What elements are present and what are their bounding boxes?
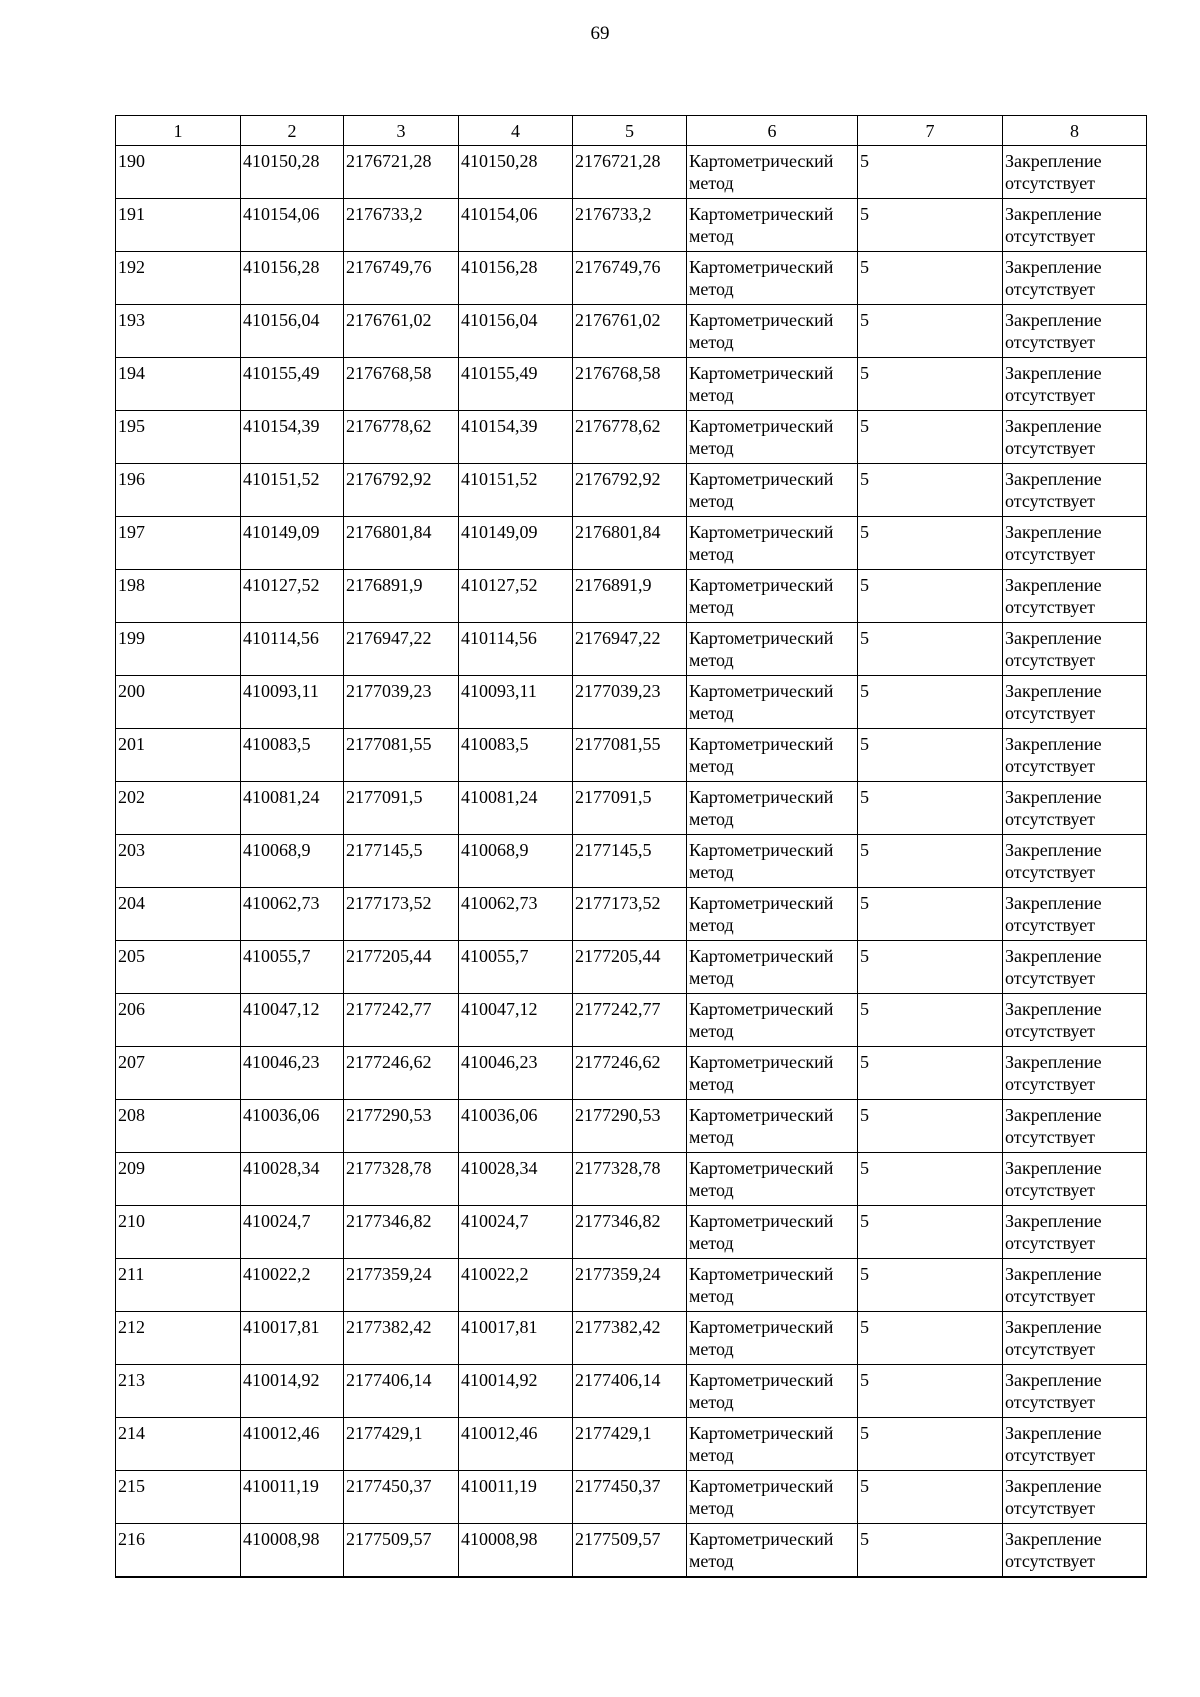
y-old-cell: 2176801,84	[344, 517, 459, 570]
accuracy-cell: 5	[858, 1471, 1003, 1524]
y-old-cell: 2176768,58	[344, 358, 459, 411]
method-cell: Картометрический метод	[687, 305, 858, 358]
table-row	[116, 1312, 1147, 1365]
accuracy-cell: 5	[858, 464, 1003, 517]
y-old-cell: 2176792,92	[344, 464, 459, 517]
accuracy-cell: 5	[858, 941, 1003, 994]
x-old-cell: 410062,73	[241, 888, 344, 941]
x-new-cell: 410046,23	[459, 1047, 573, 1100]
table-row	[116, 1365, 1147, 1418]
y-old-cell: 2177091,5	[344, 782, 459, 835]
y-old-cell: 2177346,82	[344, 1206, 459, 1259]
table-row	[116, 1100, 1147, 1153]
table-row	[116, 623, 1147, 676]
accuracy-cell: 5	[858, 199, 1003, 252]
x-old-cell: 410156,28	[241, 252, 344, 305]
table-row	[116, 1471, 1147, 1524]
x-old-cell: 410022,2	[241, 1259, 344, 1312]
y-old-cell: 2177173,52	[344, 888, 459, 941]
x-new-cell: 410156,04	[459, 305, 573, 358]
y-new-cell: 2176778,62	[573, 411, 687, 464]
method-cell: Картометрический метод	[687, 199, 858, 252]
header-row	[116, 116, 1147, 146]
x-old-cell: 410093,11	[241, 676, 344, 729]
header-cell: 3	[344, 116, 459, 146]
table-row	[116, 835, 1147, 888]
description-cell: Закрепление отсутствует	[1003, 146, 1147, 199]
description-cell: Закрепление отсутствует	[1003, 199, 1147, 252]
description-cell: Закрепление отсутствует	[1003, 994, 1147, 1047]
y-new-cell: 2177429,1	[573, 1418, 687, 1471]
y-new-cell: 2176761,02	[573, 305, 687, 358]
y-old-cell: 2177382,42	[344, 1312, 459, 1365]
x-new-cell: 410028,34	[459, 1153, 573, 1206]
method-cell: Картометрический метод	[687, 1153, 858, 1206]
description-cell: Закрепление отсутствует	[1003, 1418, 1147, 1471]
method-cell: Картометрический метод	[687, 782, 858, 835]
description-cell: Закрепление отсутствует	[1003, 1153, 1147, 1206]
y-old-cell: 2177145,5	[344, 835, 459, 888]
x-old-cell: 410047,12	[241, 994, 344, 1047]
point-number-cell: 205	[116, 941, 241, 994]
description-cell: Закрепление отсутствует	[1003, 1312, 1147, 1365]
point-number-cell: 213	[116, 1365, 241, 1418]
y-new-cell: 2177039,23	[573, 676, 687, 729]
accuracy-cell: 5	[858, 252, 1003, 305]
y-new-cell: 2176947,22	[573, 623, 687, 676]
method-cell: Картометрический метод	[687, 358, 858, 411]
x-old-cell: 410083,5	[241, 729, 344, 782]
description-cell: Закрепление отсутствует	[1003, 676, 1147, 729]
description-cell: Закрепление отсутствует	[1003, 305, 1147, 358]
accuracy-cell: 5	[858, 676, 1003, 729]
point-number-cell: 214	[116, 1418, 241, 1471]
description-cell: Закрепление отсутствует	[1003, 1206, 1147, 1259]
x-new-cell: 410014,92	[459, 1365, 573, 1418]
method-cell: Картометрический метод	[687, 517, 858, 570]
y-new-cell: 2177242,77	[573, 994, 687, 1047]
x-old-cell: 410149,09	[241, 517, 344, 570]
method-cell: Картометрический метод	[687, 835, 858, 888]
description-cell: Закрепление отсутствует	[1003, 1365, 1147, 1418]
y-new-cell: 2176721,28	[573, 146, 687, 199]
table-row	[116, 252, 1147, 305]
x-old-cell: 410114,56	[241, 623, 344, 676]
table-body	[116, 146, 1147, 1577]
accuracy-cell: 5	[858, 1047, 1003, 1100]
accuracy-cell: 5	[858, 570, 1003, 623]
description-cell: Закрепление отсутствует	[1003, 782, 1147, 835]
y-old-cell: 2177205,44	[344, 941, 459, 994]
description-cell: Закрепление отсутствует	[1003, 358, 1147, 411]
accuracy-cell: 5	[858, 1100, 1003, 1153]
method-cell: Картометрический метод	[687, 941, 858, 994]
x-old-cell: 410008,98	[241, 1524, 344, 1577]
x-new-cell: 410012,46	[459, 1418, 573, 1471]
y-new-cell: 2177081,55	[573, 729, 687, 782]
description-cell: Закрепление отсутствует	[1003, 729, 1147, 782]
y-new-cell: 2177091,5	[573, 782, 687, 835]
x-new-cell: 410022,2	[459, 1259, 573, 1312]
x-old-cell: 410154,39	[241, 411, 344, 464]
table-row	[116, 358, 1147, 411]
description-cell: Закрепление отсутствует	[1003, 411, 1147, 464]
x-old-cell: 410055,7	[241, 941, 344, 994]
point-number-cell: 194	[116, 358, 241, 411]
description-cell: Закрепление отсутствует	[1003, 1047, 1147, 1100]
point-number-cell: 201	[116, 729, 241, 782]
description-cell: Закрепление отсутствует	[1003, 570, 1147, 623]
accuracy-cell: 5	[858, 1206, 1003, 1259]
point-number-cell: 197	[116, 517, 241, 570]
y-new-cell: 2176768,58	[573, 358, 687, 411]
page-number: 69	[590, 23, 610, 44]
method-cell: Картометрический метод	[687, 464, 858, 517]
method-cell: Картометрический метод	[687, 1047, 858, 1100]
accuracy-cell: 5	[858, 1418, 1003, 1471]
method-cell: Картометрический метод	[687, 570, 858, 623]
method-cell: Картометрический метод	[687, 1418, 858, 1471]
x-old-cell: 410151,52	[241, 464, 344, 517]
y-old-cell: 2177328,78	[344, 1153, 459, 1206]
y-new-cell: 2176749,76	[573, 252, 687, 305]
y-new-cell: 2177509,57	[573, 1524, 687, 1577]
header-cell: 4	[459, 116, 573, 146]
x-new-cell: 410114,56	[459, 623, 573, 676]
point-number-cell: 192	[116, 252, 241, 305]
accuracy-cell: 5	[858, 623, 1003, 676]
x-old-cell: 410014,92	[241, 1365, 344, 1418]
accuracy-cell: 5	[858, 305, 1003, 358]
description-cell: Закрепление отсутствует	[1003, 888, 1147, 941]
table-row	[116, 570, 1147, 623]
accuracy-cell: 5	[858, 994, 1003, 1047]
accuracy-cell: 5	[858, 1312, 1003, 1365]
method-cell: Картометрический метод	[687, 146, 858, 199]
point-number-cell: 190	[116, 146, 241, 199]
description-cell: Закрепление отсутствует	[1003, 464, 1147, 517]
y-new-cell: 2177246,62	[573, 1047, 687, 1100]
point-number-cell: 199	[116, 623, 241, 676]
table-row	[116, 1153, 1147, 1206]
y-old-cell: 2176778,62	[344, 411, 459, 464]
y-old-cell: 2177039,23	[344, 676, 459, 729]
point-number-cell: 215	[116, 1471, 241, 1524]
x-old-cell: 410024,7	[241, 1206, 344, 1259]
method-cell: Картометрический метод	[687, 676, 858, 729]
point-number-cell: 211	[116, 1259, 241, 1312]
x-new-cell: 410081,24	[459, 782, 573, 835]
y-old-cell: 2176749,76	[344, 252, 459, 305]
description-cell: Закрепление отсутствует	[1003, 1471, 1147, 1524]
table-row	[116, 305, 1147, 358]
y-old-cell: 2177246,62	[344, 1047, 459, 1100]
accuracy-cell: 5	[858, 517, 1003, 570]
y-new-cell: 2177328,78	[573, 1153, 687, 1206]
method-cell: Картометрический метод	[687, 1206, 858, 1259]
table-row	[116, 676, 1147, 729]
description-cell: Закрепление отсутствует	[1003, 517, 1147, 570]
point-number-cell: 196	[116, 464, 241, 517]
accuracy-cell: 5	[858, 1153, 1003, 1206]
table-row	[116, 729, 1147, 782]
method-cell: Картометрический метод	[687, 1471, 858, 1524]
point-number-cell: 202	[116, 782, 241, 835]
x-new-cell: 410024,7	[459, 1206, 573, 1259]
point-number-cell: 193	[116, 305, 241, 358]
point-number-cell: 200	[116, 676, 241, 729]
y-old-cell: 2176733,2	[344, 199, 459, 252]
accuracy-cell: 5	[858, 411, 1003, 464]
y-new-cell: 2177145,5	[573, 835, 687, 888]
y-new-cell: 2176891,9	[573, 570, 687, 623]
table-row	[116, 1206, 1147, 1259]
y-new-cell: 2177173,52	[573, 888, 687, 941]
point-number-cell: 206	[116, 994, 241, 1047]
y-new-cell: 2177359,24	[573, 1259, 687, 1312]
x-old-cell: 410028,34	[241, 1153, 344, 1206]
x-old-cell: 410150,28	[241, 146, 344, 199]
x-old-cell: 410068,9	[241, 835, 344, 888]
table-row	[116, 1047, 1147, 1100]
point-number-cell: 212	[116, 1312, 241, 1365]
method-cell: Картометрический метод	[687, 1259, 858, 1312]
point-number-cell: 198	[116, 570, 241, 623]
point-number-cell: 207	[116, 1047, 241, 1100]
x-new-cell: 410062,73	[459, 888, 573, 941]
x-new-cell: 410127,52	[459, 570, 573, 623]
y-old-cell: 2176947,22	[344, 623, 459, 676]
description-cell: Закрепление отсутствует	[1003, 941, 1147, 994]
method-cell: Картометрический метод	[687, 1312, 858, 1365]
method-cell: Картометрический метод	[687, 411, 858, 464]
point-number-cell: 195	[116, 411, 241, 464]
x-old-cell: 410017,81	[241, 1312, 344, 1365]
x-old-cell: 410012,46	[241, 1418, 344, 1471]
accuracy-cell: 5	[858, 835, 1003, 888]
accuracy-cell: 5	[858, 888, 1003, 941]
y-new-cell: 2177406,14	[573, 1365, 687, 1418]
x-new-cell: 410154,39	[459, 411, 573, 464]
table-row	[116, 994, 1147, 1047]
table-row	[116, 1418, 1147, 1471]
x-new-cell: 410155,49	[459, 358, 573, 411]
x-new-cell: 410154,06	[459, 199, 573, 252]
table-row	[116, 782, 1147, 835]
y-old-cell: 2177450,37	[344, 1471, 459, 1524]
x-new-cell: 410055,7	[459, 941, 573, 994]
y-old-cell: 2177406,14	[344, 1365, 459, 1418]
accuracy-cell: 5	[858, 146, 1003, 199]
x-old-cell: 410046,23	[241, 1047, 344, 1100]
x-new-cell: 410149,09	[459, 517, 573, 570]
description-cell: Закрепление отсутствует	[1003, 1259, 1147, 1312]
point-number-cell: 191	[116, 199, 241, 252]
x-old-cell: 410156,04	[241, 305, 344, 358]
x-new-cell: 410083,5	[459, 729, 573, 782]
y-old-cell: 2177429,1	[344, 1418, 459, 1471]
point-number-cell: 209	[116, 1153, 241, 1206]
y-old-cell: 2177509,57	[344, 1524, 459, 1577]
y-new-cell: 2177450,37	[573, 1471, 687, 1524]
y-old-cell: 2177290,53	[344, 1100, 459, 1153]
y-new-cell: 2177205,44	[573, 941, 687, 994]
header-cell: 8	[1003, 116, 1147, 146]
x-new-cell: 410093,11	[459, 676, 573, 729]
point-number-cell: 203	[116, 835, 241, 888]
y-old-cell: 2177359,24	[344, 1259, 459, 1312]
description-cell: Закрепление отсутствует	[1003, 252, 1147, 305]
table-row	[116, 888, 1147, 941]
header-cell: 5	[573, 116, 687, 146]
point-number-cell: 208	[116, 1100, 241, 1153]
y-new-cell: 2177382,42	[573, 1312, 687, 1365]
header-cell: 1	[116, 116, 241, 146]
method-cell: Картометрический метод	[687, 1524, 858, 1577]
table-row	[116, 941, 1147, 994]
y-old-cell: 2176761,02	[344, 305, 459, 358]
table-row	[116, 199, 1147, 252]
x-new-cell: 410036,06	[459, 1100, 573, 1153]
method-cell: Картометрический метод	[687, 1100, 858, 1153]
x-old-cell: 410154,06	[241, 199, 344, 252]
header-cell: 7	[858, 116, 1003, 146]
table-row	[116, 517, 1147, 570]
accuracy-cell: 5	[858, 782, 1003, 835]
y-old-cell: 2176721,28	[344, 146, 459, 199]
x-new-cell: 410068,9	[459, 835, 573, 888]
coordinates-table	[115, 115, 1147, 1578]
x-old-cell: 410155,49	[241, 358, 344, 411]
y-new-cell: 2176801,84	[573, 517, 687, 570]
x-old-cell: 410127,52	[241, 570, 344, 623]
table-header	[116, 116, 1147, 146]
header-cell: 2	[241, 116, 344, 146]
y-new-cell: 2177346,82	[573, 1206, 687, 1259]
y-new-cell: 2176792,92	[573, 464, 687, 517]
x-new-cell: 410151,52	[459, 464, 573, 517]
table-row	[116, 464, 1147, 517]
method-cell: Картометрический метод	[687, 994, 858, 1047]
x-new-cell: 410150,28	[459, 146, 573, 199]
x-old-cell: 410036,06	[241, 1100, 344, 1153]
point-number-cell: 210	[116, 1206, 241, 1259]
y-old-cell: 2177242,77	[344, 994, 459, 1047]
table-row	[116, 1259, 1147, 1312]
accuracy-cell: 5	[858, 1365, 1003, 1418]
y-old-cell: 2177081,55	[344, 729, 459, 782]
method-cell: Картометрический метод	[687, 623, 858, 676]
description-cell: Закрепление отсутствует	[1003, 835, 1147, 888]
method-cell: Картометрический метод	[687, 729, 858, 782]
accuracy-cell: 5	[858, 1524, 1003, 1577]
point-number-cell: 204	[116, 888, 241, 941]
y-new-cell: 2176733,2	[573, 199, 687, 252]
description-cell: Закрепление отсутствует	[1003, 623, 1147, 676]
method-cell: Картометрический метод	[687, 888, 858, 941]
description-cell: Закрепление отсутствует	[1003, 1100, 1147, 1153]
y-old-cell: 2176891,9	[344, 570, 459, 623]
accuracy-cell: 5	[858, 1259, 1003, 1312]
y-new-cell: 2177290,53	[573, 1100, 687, 1153]
method-cell: Картометрический метод	[687, 1365, 858, 1418]
x-old-cell: 410081,24	[241, 782, 344, 835]
table-row	[116, 1524, 1147, 1577]
x-new-cell: 410156,28	[459, 252, 573, 305]
description-cell: Закрепление отсутствует	[1003, 1524, 1147, 1577]
method-cell: Картометрический метод	[687, 252, 858, 305]
header-cell: 6	[687, 116, 858, 146]
table-row	[116, 411, 1147, 464]
table-row	[116, 146, 1147, 199]
x-new-cell: 410008,98	[459, 1524, 573, 1577]
accuracy-cell: 5	[858, 729, 1003, 782]
x-new-cell: 410017,81	[459, 1312, 573, 1365]
x-new-cell: 410047,12	[459, 994, 573, 1047]
point-number-cell: 216	[116, 1524, 241, 1577]
accuracy-cell: 5	[858, 358, 1003, 411]
x-new-cell: 410011,19	[459, 1471, 573, 1524]
x-old-cell: 410011,19	[241, 1471, 344, 1524]
